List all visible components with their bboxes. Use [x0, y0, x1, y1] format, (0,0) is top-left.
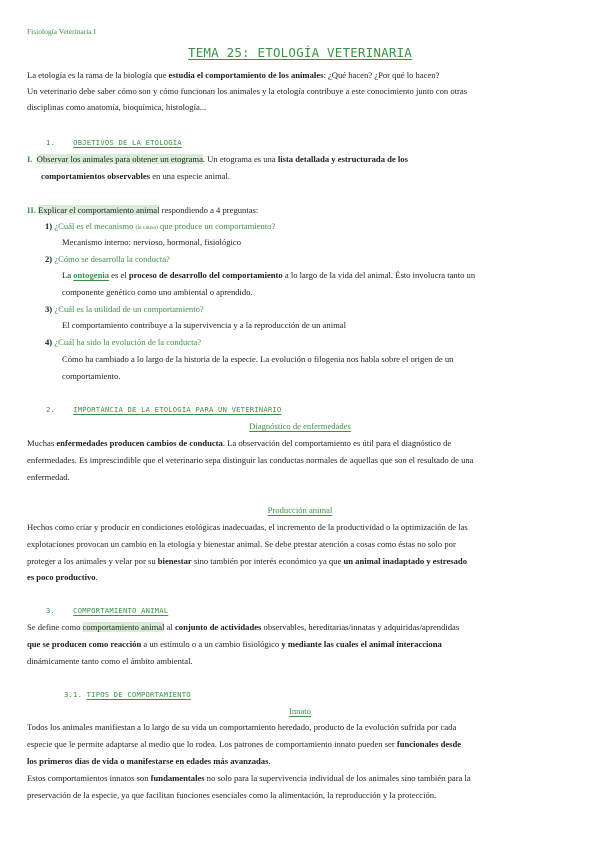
innato-line-5: preservación de la especie, ya que facilitan funciones esenciales como la alimentación, la reproducción y la protección. [27, 790, 437, 800]
produccion-line-2: explotaciones provocan un cambio en la etología y bienestar animal. Se debe prestar atención a cosas como éstas no solo por [27, 539, 456, 549]
comportamiento-line-3: dinámicamente tanto como el ámbito ambiental. [27, 656, 193, 666]
section-3-heading: 3. COMPORTAMIENTO ANIMAL [46, 606, 169, 615]
produccion-line-1: Hechos como criar y producir en condiciones etológicas inadecuadas, el incremento de la productividad o la optimización de las [27, 522, 468, 532]
innato-line-4: Estos comportamientos innatos son fundamentales no solo para la supervivencia individual de los animales sino también para la [27, 773, 471, 783]
answer-4-line-1: Cómo ha cambiado a lo largo de la historia de la especie. La evolución o filogenia nos habla sobre el origen de un [62, 354, 454, 364]
question-4: 4) ¿Cuál ha sido la evolución de la conducta? [45, 337, 202, 347]
objective-ii-line: II. Explicar el comportamiento animal respondiendo a 4 preguntas: [27, 205, 259, 215]
diagnostico-line-3: enfermedad. [27, 472, 70, 482]
innato-line-1: Todos los animales manifiestan a lo largo de su vida un comportamiento heredado, producto de la evolución sufrida por cada [27, 722, 457, 732]
objective-i-line-1: I. Observar los animales para obtener un etograma. Un etograma es una lista detallada y estructurada de los [27, 154, 408, 164]
objective-i-line-2: comportamientos observables en una especie animal. [41, 171, 231, 181]
answer-2-line-1: La ontogenia es el proceso de desarrollo del comportamiento a lo largo de la vida del animal. Ésto involucra tanto un [62, 270, 476, 280]
subheading-innato: Innato [289, 706, 311, 716]
diagnostico-line-1: Muchas enfermedades producen cambios de conducta. La observación del comportamiento es útil para el diagnóstico de [27, 438, 452, 448]
intro-line-2: Un veterinario debe saber cómo son y cómo funcionan los animales y la etología contribuye a este conocimiento junto con otras [27, 86, 468, 96]
diagnostico-line-2: enfermedades. Es imprescindible que el veterinario sepa distinguir las conductas normales de aquellas que son el resultado de una [27, 455, 474, 465]
answer-1: Mecanismo interno: nervioso, hormonal, fisiológico [62, 237, 242, 247]
page-title: TEMA 25: ETOLOGÍA VETERINARIA [187, 45, 413, 60]
produccion-line-4: es poco productivo. [27, 572, 98, 582]
question-3: 3) ¿Cuál es la utilidad de un comportamiento? [45, 304, 204, 314]
answer-4-line-2: comportamiento. [62, 371, 121, 381]
produccion-line-3: proteger a los animales y velar por su bienestar sino también por interés económico ya que un animal inadaptado y estresado [27, 556, 467, 566]
intro-line-1: La etología es la rama de la biología que estudia el comportamiento de los animales: ¿Qué hacen? ¿Por qué lo hacen? [27, 70, 440, 80]
answer-3: El comportamiento contribuye a la supervivencia y a la reproducción de un animal [62, 320, 346, 330]
running-head: Fisiología Veterinaria I [27, 27, 97, 36]
question-1: 1) ¿Cuál es el mecanismo (la causa) que produce un comportamiento? [45, 221, 276, 231]
answer-2-line-2: componente genético como uno ambiental o aprendido. [62, 287, 253, 297]
section-3-1-heading: 3.1. TIPOS DE COMPORTAMIENTO [64, 690, 191, 699]
question-2: 2) ¿Cómo se desarrolla la conducta? [45, 254, 170, 264]
intro-line-3: disciplinas como anatomía, bioquímica, histología... [27, 102, 207, 112]
comportamiento-line-1: Se define como comportamiento animal al conjunto de actividades observables, hereditarias/innatas y adquiridas/aprendidas [27, 622, 460, 632]
section-2-heading: 2. IMPORTANCIA DE LA ETOLOGÍA PARA UN VETERINARIO [46, 405, 282, 414]
innato-line-3: los primeros días de vida o manifestarse en edades más avanzadas. [27, 756, 271, 766]
innato-line-2: especie que le permite adaptarse al medio que lo rodea. Los patrones de comportamiento innato pueden ser funcionales desde [27, 739, 462, 749]
comportamiento-line-2: que se producen como reacción a un estímulo o a un cambio fisiológico y mediante las cuales el animal interacciona [27, 639, 442, 649]
subheading-diagnostico: Diagnóstico de enfermedades [249, 421, 351, 431]
section-1-heading: 1. OBJETIVOS DE LA ETOLOGÍA [46, 138, 182, 147]
subheading-produccion: Producción animal [267, 505, 333, 515]
